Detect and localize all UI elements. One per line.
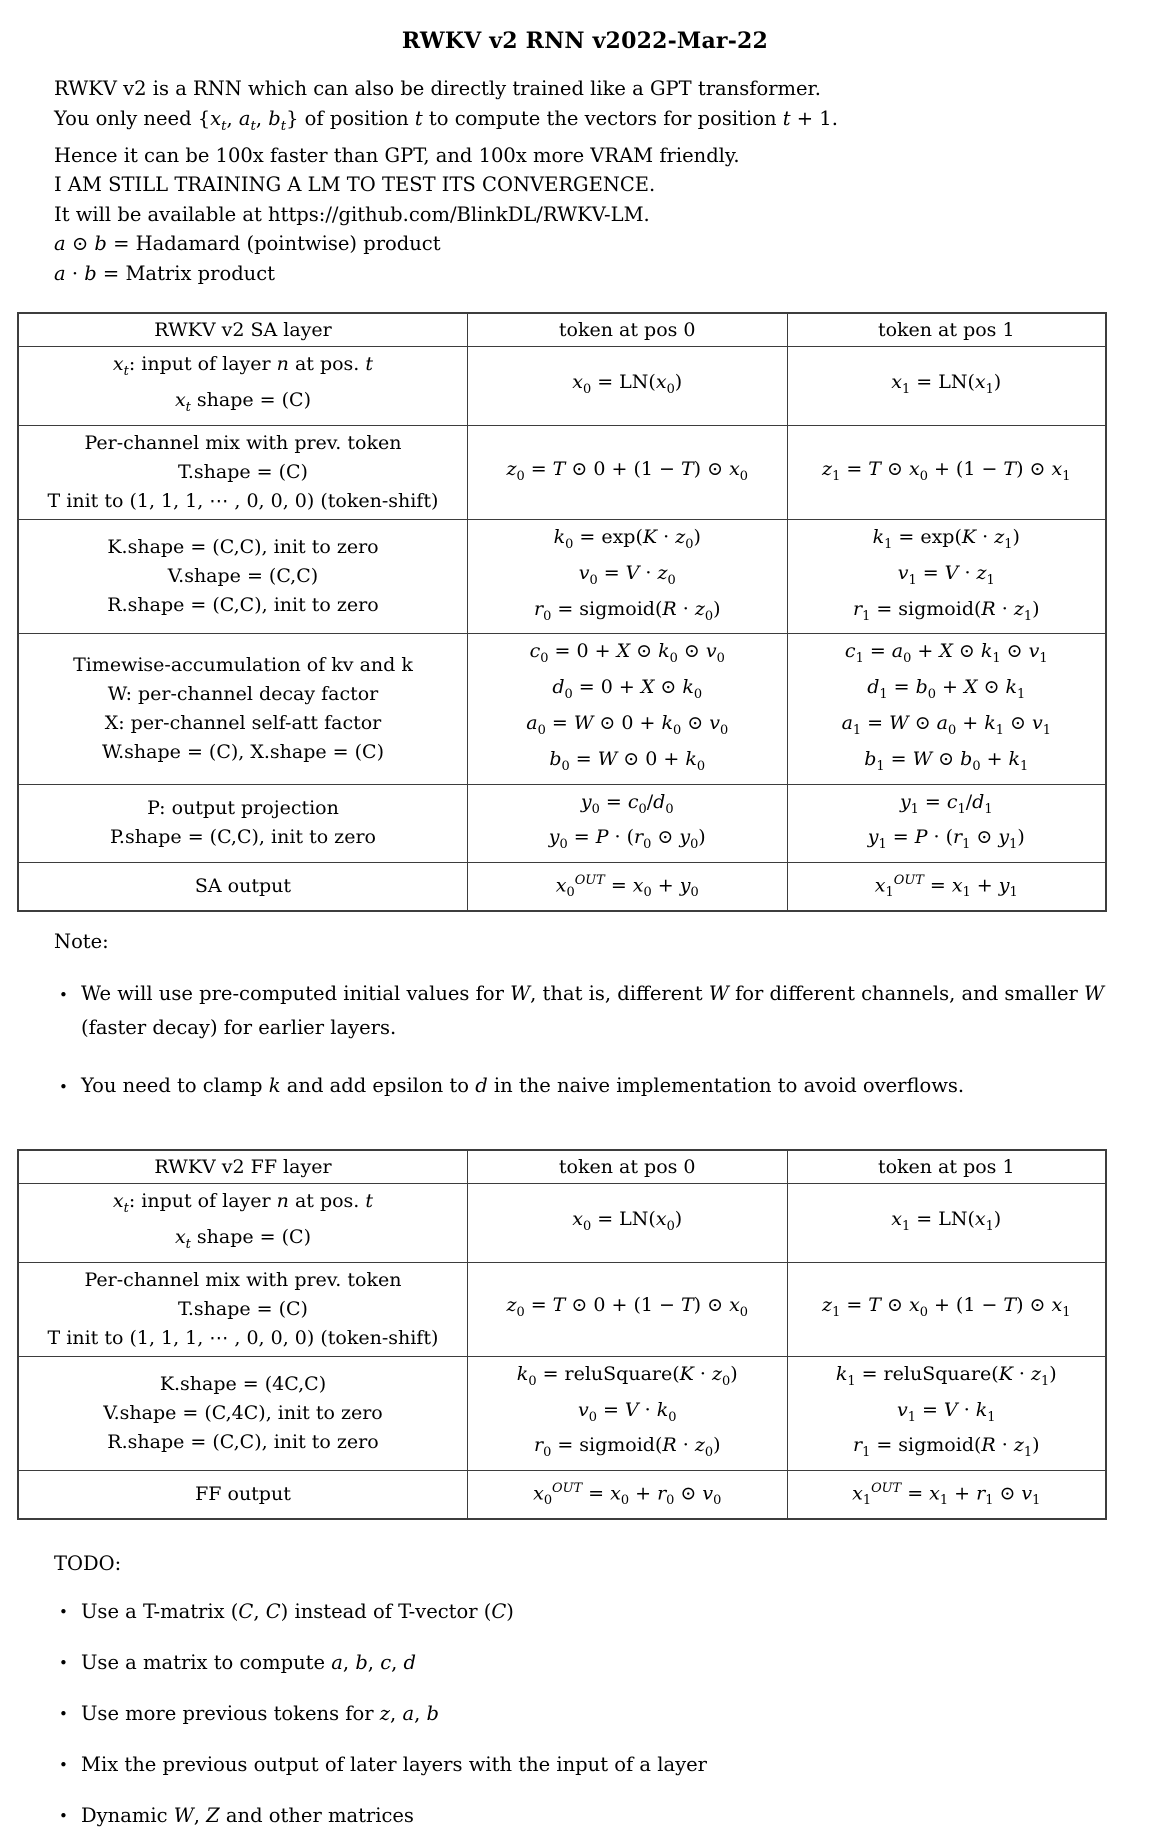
column-header: token at pos 1 [787,1150,1106,1184]
column-header: RWKV v2 SA layer [18,313,467,347]
formula-cell-pos0 [467,347,787,426]
formula-cell-pos1 [787,784,1106,863]
cell-line: $x_0^{OUT} = x_0 + y_0$ [555,873,699,901]
cell-line: $d_1 = b_0 + X$ ⊙ $k_1$ [867,676,1026,702]
column-header: RWKV v2 FF layer [18,1150,467,1184]
cell-line: $x_t$ shape = (C) [174,1226,311,1252]
cell-line: $x_1 = LN(x_1)$ [891,1208,1002,1234]
row-label-cell [18,784,467,863]
formula-cell-pos1 [787,347,1106,426]
intro-line: Hence it can be 100x faster than GPT, and 100x more VRAM friendly. [54,143,740,167]
row-label-cell [18,1184,467,1263]
formula-cell-pos0 [467,425,787,519]
cell-line: R.shape = (C,C), init to zero [107,1431,379,1454]
row-label-cell [18,425,467,519]
intro-line: It will be available at https://github.com/BlinkDL/RWKV-LM. [54,202,650,226]
cell-line: $v_1 = V \cdot z_1$ [897,561,995,588]
cell-line: $r_1$ = sigmoid(R · $z_1$) [852,1434,1040,1461]
todo-heading: TODO: [54,1552,122,1576]
formula-cell-pos0 [467,784,787,863]
table-row [18,634,1106,784]
cell-line: $z_0 = T$ ⊙ 0 + (1 − T) ⊙ $x_0$ [506,457,748,484]
cell-line: R.shape = (C,C), init to zero [107,594,379,617]
cell-line: Per-channel mix with prev. token [84,431,402,454]
table-row [18,425,1106,519]
cell-line: $c_0 = 0 + X$ ⊙ $k_0$ ⊙ $v_0$ [529,640,725,667]
todo-bullet: • Use a T-matrix (C, C) instead of T-vector (C) [54,1597,1120,1626]
cell-line: $y_0 = c_0/d_0$ [580,790,674,817]
formula-cell-pos1 [787,425,1106,519]
cell-line: $v_0 = V \cdot z_0$ [578,561,676,588]
note-heading: Note: [54,930,109,954]
cell-line: $y_0 = P \cdot (r_0$ ⊙ $y_0$) [548,826,706,853]
cell-line: SA output [194,875,292,898]
formula-cell-pos1 [787,1471,1106,1520]
cell-line: $r_0$ = sigmoid(R · $z_0$) [533,1434,721,1461]
formula-cell-pos1 [787,863,1106,912]
cell-line: W.shape = (C), X.shape = (C) [101,740,384,763]
cell-line: K.shape = (4C,C) [159,1373,327,1396]
column-header: token at pos 0 [467,313,787,347]
formula-cell-pos1 [787,1184,1106,1263]
cell-line: P: output projection [147,797,339,820]
cell-line: P.shape = (C,C), init to zero [109,826,376,849]
cell-line: $x_t$: input of layer n at pos. t [112,353,374,380]
todo-bullet: • Dynamic W, Z and other matrices [54,1801,1120,1830]
cell-line: T.shape = (C) [177,1297,308,1320]
cell-line: T init to (1, 1, 1, ⋯ , 0, 0, 0) (token-shift) [47,489,439,512]
cell-line: $x_0 = LN(x_0)$ [572,371,683,398]
cell-line: $a_1 = W$ ⊙ $a_0 + k_1$ ⊙ $v_1$ [841,711,1051,738]
formula-cell-pos0 [467,634,787,784]
intro-line: I AM STILL TRAINING A LM TO TEST ITS CONVERGENCE. [54,173,656,197]
cell-line: V.shape = (C,C) [167,565,319,588]
cell-line: $v_1 = V \cdot k_1$ [896,1398,996,1425]
cell-line: $x_1^{OUT} = x_1 + r_1$ ⊙ $v_1$ [852,1481,1041,1509]
formula-cell-pos0 [467,1471,787,1520]
cell-line: $k_0$ = reluSquare(K · $z_0$) [516,1362,738,1389]
table-row [18,784,1106,863]
row-label-cell [18,634,467,784]
todo-bullet: • Use more previous tokens for z, a, b [54,1699,1120,1728]
cell-line: $k_1 = \exp(K \cdot z_1)$ [872,525,1020,552]
note-bullet: • We will use pre-computed initial values for W, that is, different W for different channels, and smaller W (faster decay) for earlier layers. [54,977,1120,1045]
cell-line: $z_0 = T$ ⊙ 0 + (1 − T) ⊙ $x_0$ [506,1294,748,1321]
table-row [18,1356,1106,1470]
note-list [54,977,1120,1103]
cell-line: $r_0$ = sigmoid(R · $z_0$) [533,597,721,624]
todo-bullet: • Use a matrix to compute a, b, c, d [54,1648,1120,1677]
table-row [18,347,1106,426]
table-row [18,519,1106,633]
row-label-cell [18,863,467,912]
cell-line: $d_0 = 0 + X$ ⊙ $k_0$ [552,676,703,702]
formula-cell-pos0 [467,863,787,912]
cell-line: K.shape = (C,C), init to zero [107,536,379,559]
intro-line: RWKV v2 is a RNN which can also be directly trained like a GPT transformer. [54,77,821,100]
formula-cell-pos1 [787,519,1106,633]
table-row [18,1184,1106,1263]
formula-cell-pos1 [787,1356,1106,1470]
cell-line: FF output [195,1483,291,1506]
table-row [18,1262,1106,1356]
formula-cell-pos0 [467,519,787,633]
cell-line: $x_1 = LN(x_1)$ [891,371,1002,398]
todo-bullet: • Mix the previous output of later layers with the input of a layer [54,1750,1120,1779]
cell-line: $z_1 = T$ ⊙ $x_0 + (1 - T)$ ⊙ $x_1$ [822,1294,1071,1321]
formula-cell-pos0 [467,1262,787,1356]
formula-cell-pos0 [467,1356,787,1470]
cell-line: Per-channel mix with prev. token [84,1268,402,1291]
ff-layer-table [17,1149,1107,1520]
row-label-cell [18,1262,467,1356]
column-header: token at pos 1 [787,313,1106,347]
row-label-cell [18,347,467,426]
column-header: token at pos 0 [467,1150,787,1184]
table-header-row [18,313,1106,347]
intro-paragraph [54,74,1116,288]
formula-cell-pos1 [787,1262,1106,1356]
document-page [0,28,1170,1830]
cell-line: T.shape = (C) [177,460,308,483]
cell-line: $k_1$ = reluSquare(K · $z_1$) [835,1362,1057,1389]
cell-line: $y_1 = P \cdot (r_1$ ⊙ $y_1$) [867,826,1025,853]
cell-line: $k_0 = \exp(K \cdot z_0)$ [553,525,701,552]
row-label-cell [18,1356,467,1470]
cell-line: $x_1^{OUT} = x_1 + y_1$ [874,873,1018,901]
cell-line: $x_t$: input of layer n at pos. t [112,1190,374,1217]
formula-cell-pos0 [467,1184,787,1263]
cell-line: T init to (1, 1, 1, ⋯ , 0, 0, 0) (token-shift) [47,1326,439,1349]
cell-line: $x_0^{OUT} = x_0 + r_0$ ⊙ $v_0$ [533,1481,722,1509]
formula-cell-pos1 [787,634,1106,784]
table-row [18,1471,1106,1520]
cell-line: $c_1 = a_0 + X$ ⊙ $k_1$ ⊙ $v_1$ [844,640,1048,667]
table-row [18,863,1106,912]
cell-line: $x_t$ shape = (C) [174,389,311,415]
intro-line: a · b = Matrix product [54,261,275,285]
cell-line: $x_0 = LN(x_0)$ [572,1208,683,1234]
table-header-row [18,1150,1106,1184]
cell-line: $z_1 = T$ ⊙ $x_0 + (1 - T)$ ⊙ $x_1$ [822,457,1071,484]
cell-line: $b_0 = W$ ⊙ $0 + k_0$ [549,747,706,774]
todo-list [54,1597,1120,1830]
row-label-cell [18,1471,467,1520]
cell-line: $b_1 = W$ ⊙ $b_0 + k_1$ [864,747,1029,774]
cell-line: V.shape = (C,4C), init to zero [103,1402,383,1425]
row-label-cell [18,519,467,633]
cell-line: X: per-channel self-att factor [104,711,382,734]
cell-line: $r_1$ = sigmoid(R · $z_1$) [852,597,1040,624]
cell-line: $y_1 = c_1/d_1$ [899,790,993,817]
cell-line: W: per-channel decay factor [107,682,379,705]
intro-line: a ⊙ b = Hadamard (pointwise) product [54,232,441,256]
page-title: RWKV v2 RNN v2022-Mar-22 [401,28,769,54]
cell-line: $v_0 = V \cdot k_0$ [577,1398,677,1425]
cell-line: Timewise-accumulation of kv and k [73,653,413,676]
note-bullet: • You need to clamp k and add epsilon to d in the naive implementation to avoid overflows. [54,1069,1120,1103]
sa-layer-table [17,312,1107,912]
cell-line: $a_0 = W$ ⊙ $0 + k_0$ ⊙ $v_0$ [526,711,729,738]
intro-line: You only need {$x_t$, $a_t$, $b_t$} of position t to compute the vectors for position t + 1. [54,106,838,134]
